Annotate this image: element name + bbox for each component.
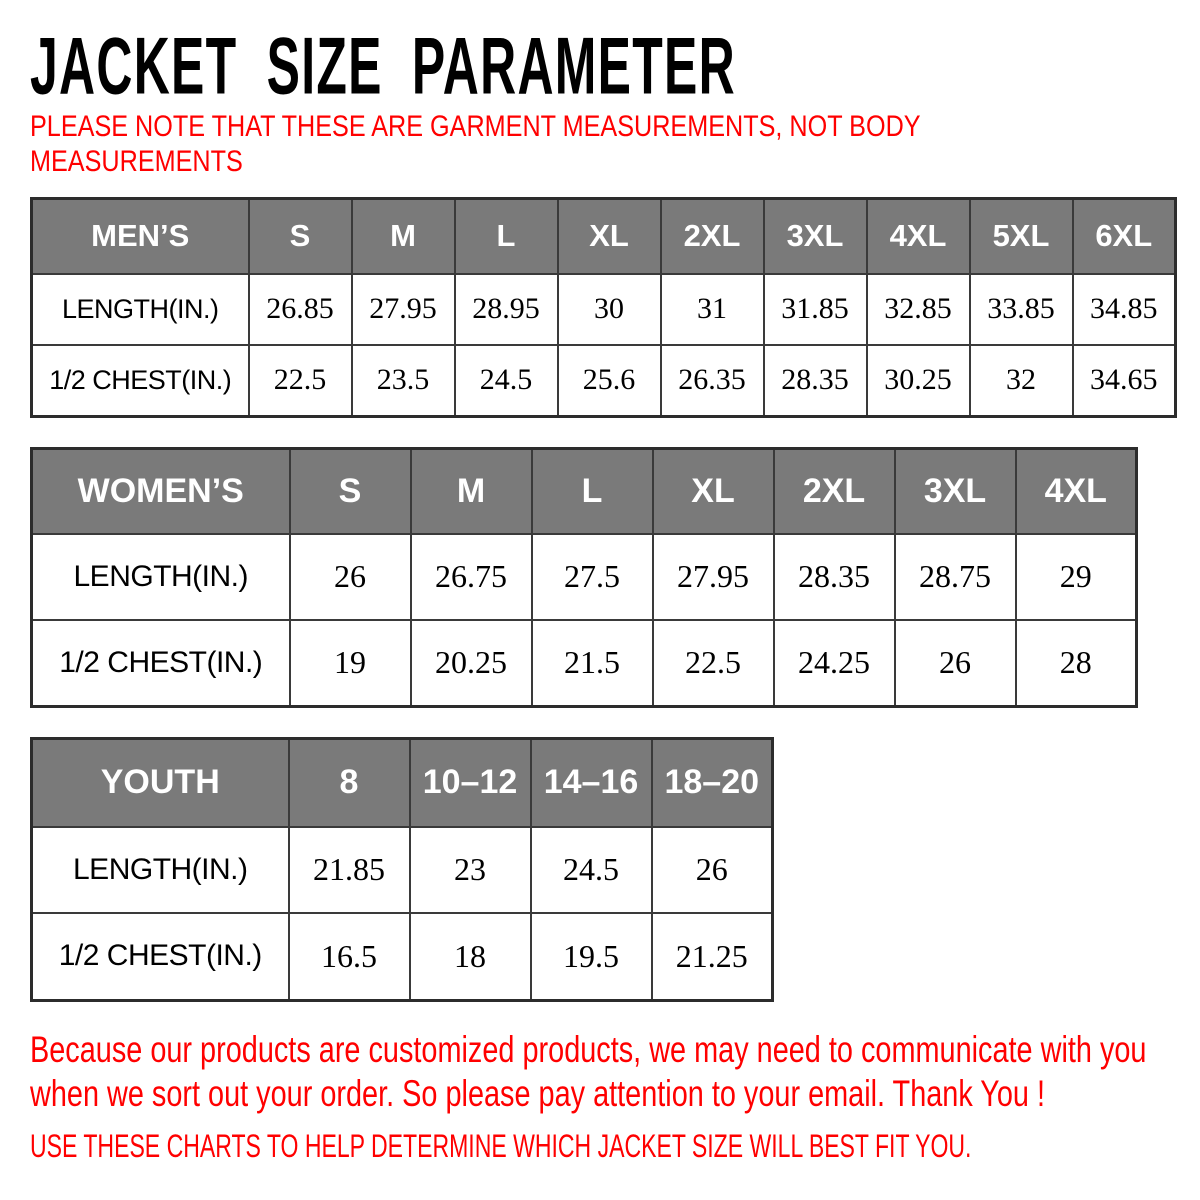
value-cell: 27.95 (352, 274, 455, 345)
mens-size-header: 3XL (764, 199, 867, 274)
value-cell: 26 (895, 620, 1016, 707)
mens-header-row (32, 199, 1176, 274)
value-cell: 19 (290, 620, 411, 707)
womens-size-header: M (411, 449, 532, 534)
womens-length-row (32, 534, 1137, 620)
customization-notice (30, 1028, 1146, 1116)
value-cell: 27.5 (532, 534, 653, 620)
youth-table-title: YOUTH (32, 739, 289, 827)
womens-size-header: 3XL (895, 449, 1016, 534)
mens-size-header: 6XL (1073, 199, 1176, 274)
value-cell: 25.6 (558, 345, 661, 417)
value-cell: 22.5 (653, 620, 774, 707)
value-cell: 24.5 (531, 827, 652, 913)
mens-length-row (32, 274, 1176, 345)
value-cell: 21.5 (532, 620, 653, 707)
womens-size-header: 2XL (774, 449, 895, 534)
womens-size-table (30, 447, 1138, 708)
value-cell: 21.25 (652, 913, 773, 1001)
row-label: 1/2 CHEST(IN.) (32, 345, 249, 417)
value-cell: 30 (558, 274, 661, 345)
row-label: LENGTH(IN.) (32, 827, 289, 913)
youth-length-row (32, 827, 773, 913)
value-cell: 26 (652, 827, 773, 913)
row-label: LENGTH(IN.) (32, 534, 290, 620)
youth-header-row (32, 739, 773, 827)
row-label: 1/2 CHEST(IN.) (32, 913, 289, 1001)
value-cell: 28.75 (895, 534, 1016, 620)
value-cell: 34.85 (1073, 274, 1176, 345)
mens-size-header: 2XL (661, 199, 764, 274)
value-cell: 30.25 (867, 345, 970, 417)
mens-size-header: L (455, 199, 558, 274)
womens-size-header: XL (653, 449, 774, 534)
womens-header-row (32, 449, 1137, 534)
value-cell: 21.85 (289, 827, 410, 913)
value-cell: 20.25 (411, 620, 532, 707)
note-line-1: PLEASE NOTE THAT THESE ARE GARMENT MEASUREMENTS, NOT BODY (30, 110, 921, 143)
value-cell: 26.85 (249, 274, 352, 345)
mens-size-header: M (352, 199, 455, 274)
value-cell: 32.85 (867, 274, 970, 345)
value-cell: 26.35 (661, 345, 764, 417)
value-cell: 19.5 (531, 913, 652, 1001)
notice-line-2: when we sort out your order. So please pay attention to your email. Thank You ! (30, 1073, 1046, 1114)
chart-usage-instruction: USE THESE CHARTS TO HELP DETERMINE WHICH JACKET SIZE WILL BEST FIT YOU. (30, 1128, 972, 1164)
mens-size-header: 5XL (970, 199, 1073, 274)
mens-size-header: 4XL (867, 199, 970, 274)
value-cell: 28.95 (455, 274, 558, 345)
value-cell: 16.5 (289, 913, 410, 1001)
mens-table-title: MEN’S (32, 199, 249, 274)
value-cell: 28 (1016, 620, 1137, 707)
value-cell: 23 (410, 827, 531, 913)
womens-table-title: WOMEN’S (32, 449, 290, 534)
value-cell: 33.85 (970, 274, 1073, 345)
value-cell: 26.75 (411, 534, 532, 620)
womens-size-header: S (290, 449, 411, 534)
youth-size-header: 18–20 (652, 739, 773, 827)
mens-size-header: S (249, 199, 352, 274)
youth-size-header: 14–16 (531, 739, 652, 827)
youth-size-table (30, 737, 774, 1002)
womens-chest-row (32, 620, 1137, 707)
value-cell: 28.35 (764, 345, 867, 417)
youth-chest-row (32, 913, 773, 1001)
value-cell: 18 (410, 913, 531, 1001)
mens-size-header: XL (558, 199, 661, 274)
value-cell: 29 (1016, 534, 1137, 620)
youth-size-header: 10–12 (410, 739, 531, 827)
value-cell: 28.35 (774, 534, 895, 620)
notice-line-1: Because our products are customized products, we may need to communicate with you (30, 1029, 1147, 1070)
row-label: LENGTH(IN.) (32, 274, 249, 345)
garment-measurement-note (30, 109, 921, 179)
value-cell: 27.95 (653, 534, 774, 620)
value-cell: 32 (970, 345, 1073, 417)
note-line-2: MEASUREMENTS (30, 145, 243, 178)
value-cell: 31.85 (764, 274, 867, 345)
womens-size-header: 4XL (1016, 449, 1137, 534)
value-cell: 26 (290, 534, 411, 620)
value-cell: 24.25 (774, 620, 895, 707)
value-cell: 34.65 (1073, 345, 1176, 417)
youth-size-header: 8 (289, 739, 410, 827)
value-cell: 23.5 (352, 345, 455, 417)
mens-size-table (30, 197, 1177, 418)
value-cell: 31 (661, 274, 764, 345)
womens-size-header: L (532, 449, 653, 534)
page-title: JACKET SIZE PARAMETER (30, 19, 736, 112)
mens-chest-row (32, 345, 1176, 417)
row-label: 1/2 CHEST(IN.) (32, 620, 290, 707)
value-cell: 24.5 (455, 345, 558, 417)
value-cell: 22.5 (249, 345, 352, 417)
